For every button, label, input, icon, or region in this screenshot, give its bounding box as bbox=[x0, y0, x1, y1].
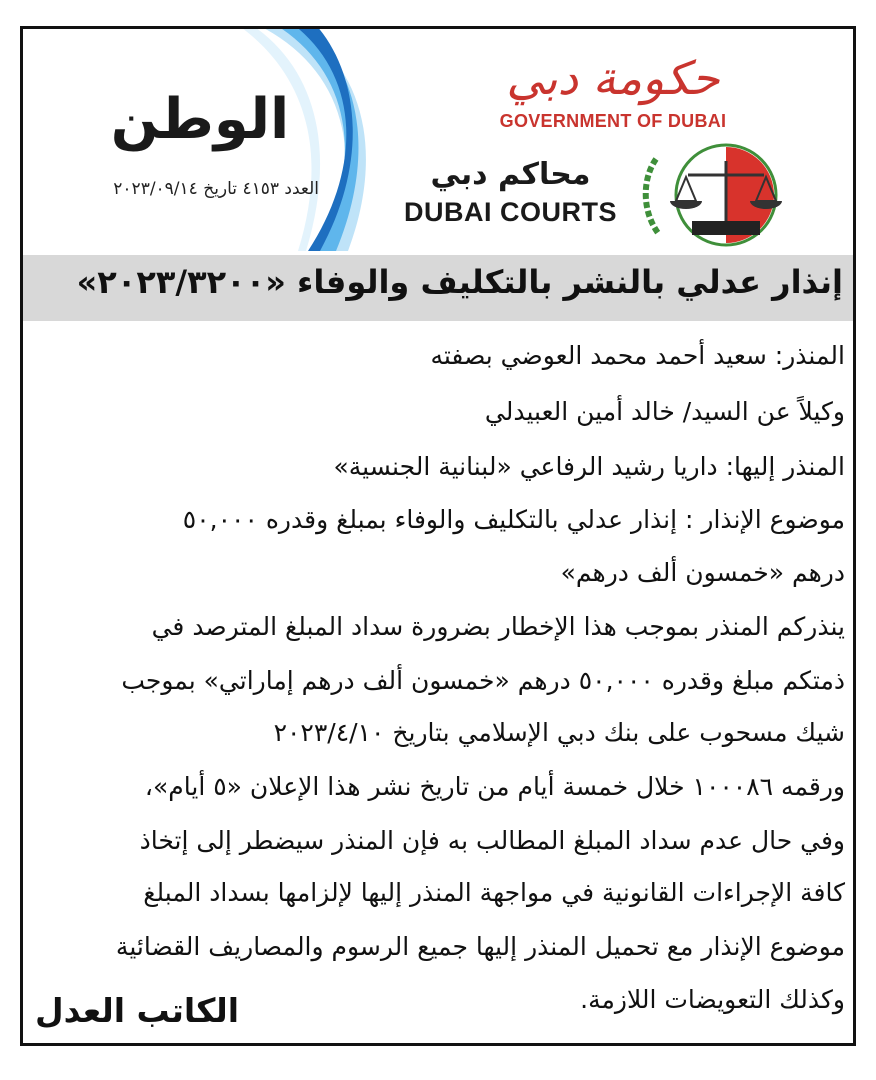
government-logo-arabic: حكومة دبي bbox=[506, 51, 720, 105]
government-logo-english: GOVERNMENT OF DUBAI bbox=[499, 111, 727, 131]
courts-name-english: DUBAI COURTS bbox=[404, 197, 617, 227]
notice-title-bar bbox=[23, 255, 853, 321]
body-line: المنذر إليها: داريا رشيد الرفاعي «لبنانية الجنسية» bbox=[333, 452, 845, 481]
notary-signature: الكاتب العدل bbox=[35, 991, 240, 1030]
body-line: درهم «خمسون ألف درهم» bbox=[560, 558, 845, 587]
body-line: ورقمه ١٠٠٠٨٦ خلال خمسة أيام من تاريخ نشر هذا الإعلان «٥ أيام»، bbox=[144, 772, 845, 801]
notice-frame bbox=[20, 26, 856, 1046]
body-line: وكيلاً عن السيد/ خالد أمين العبيدلي bbox=[484, 397, 845, 426]
body-line: شيك مسحوب على بنك دبي الإسلامي بتاريخ ٢٠٢٣/٤/١٠ bbox=[273, 718, 845, 747]
newspaper-name: الوطن bbox=[110, 87, 290, 152]
dubai-courts-emblem-icon bbox=[626, 139, 826, 251]
body-line: موضوع الإنذار مع تحميل المنذر إليها جميع الرسوم والمصاريف القضائية bbox=[115, 932, 845, 961]
issue-number-date: العدد ٤١٥٣ تاريخ ٢٠٢٣/٠٩/١٤ bbox=[113, 179, 319, 199]
body-line: موضوع الإنذار : إنذار عدلي بالتكليف والوفاء بمبلغ وقدره ٥٠,٠٠٠ bbox=[182, 505, 845, 534]
body-line: المنذر: سعيد أحمد محمد العوضي بصفته bbox=[430, 341, 845, 370]
body-line: ذمتكم مبلغ وقدره ٥٠,٠٠٠ درهم «خمسون ألف درهم إماراتي» بموجب bbox=[121, 666, 845, 695]
courts-name-arabic: محاكم دبي bbox=[430, 157, 591, 192]
body-line: ينذركم المنذر بموجب هذا الإخطار بضرورة سداد المبلغ المترصد في bbox=[151, 612, 845, 641]
notice-title: إنذار عدلي بالنشر بالتكليف والوفاء «٢٠٢٣/٣٢٠٠» bbox=[76, 263, 843, 301]
notice-header bbox=[23, 29, 853, 251]
body-line: وفي حال عدم سداد المبلغ المطالب به فإن المنذر سيضطر إلى إتخاذ bbox=[139, 826, 845, 855]
body-line: كافة الإجراءات القانونية في مواجهة المنذر إليها لإلزامها بسداد المبلغ bbox=[143, 878, 845, 907]
body-line: وكذلك التعويضات اللازمة. bbox=[580, 985, 845, 1014]
